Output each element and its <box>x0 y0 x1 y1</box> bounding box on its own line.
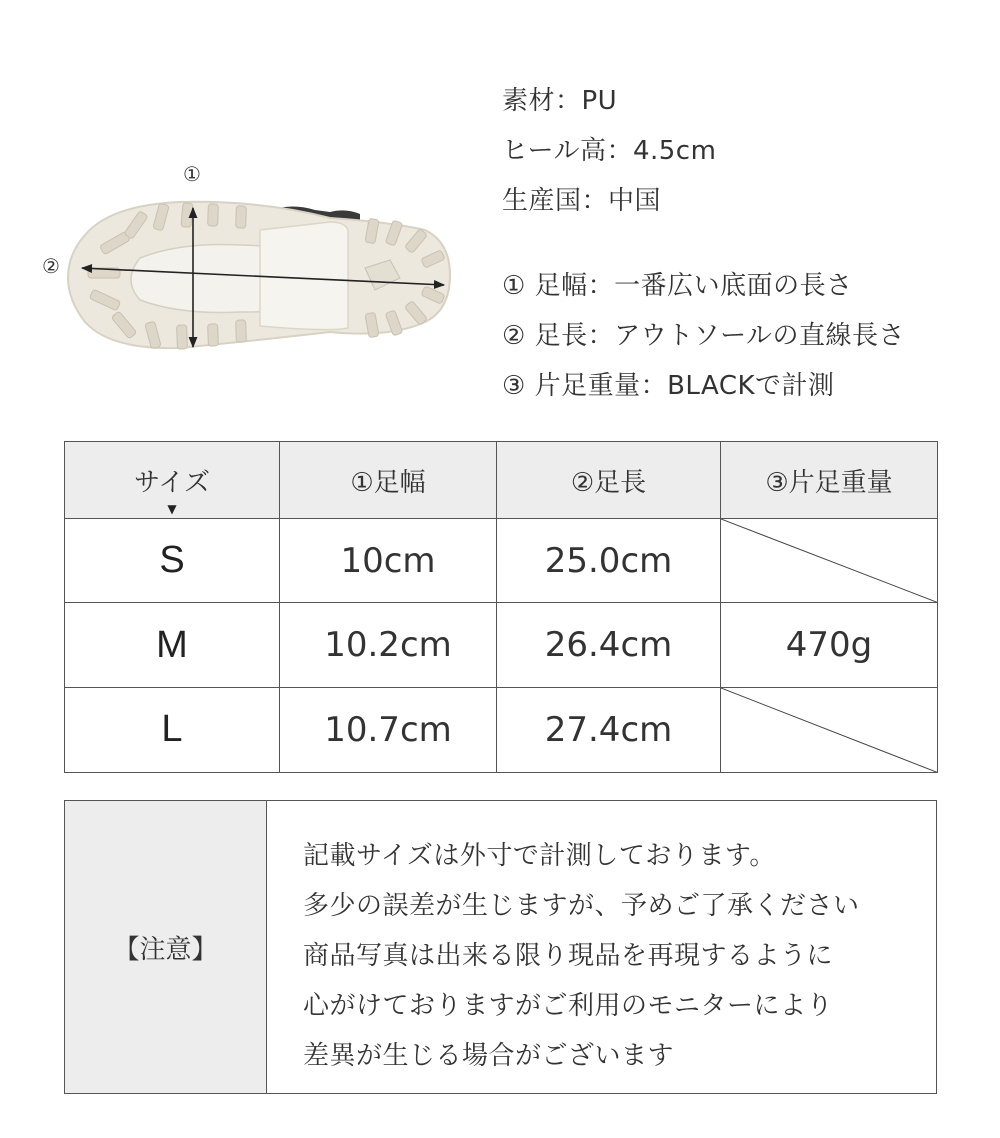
length-cell: 26.4cm <box>497 603 721 687</box>
caution-label: 【注意】 <box>65 801 267 1093</box>
size-cell: L <box>65 687 280 772</box>
diagonal-slash <box>721 519 937 602</box>
length-marker-label: ② <box>42 254 60 278</box>
material-spec: 素材：PU <box>502 86 618 116</box>
size-cell: S <box>65 519 280 603</box>
size-cell: M <box>65 603 280 687</box>
table-header-row <box>65 442 938 519</box>
origin-spec: 生産国：中国 <box>502 186 662 216</box>
length-cell: 27.4cm <box>497 687 721 772</box>
size-table <box>64 441 938 773</box>
table-row <box>65 603 938 687</box>
shoe-sole-image <box>30 150 470 370</box>
caution-text <box>267 801 936 1093</box>
width-cell: 10.7cm <box>280 687 497 772</box>
width-column-header: ①足幅 <box>280 442 497 519</box>
size-header-label: サイズ <box>134 467 210 498</box>
table-row <box>65 687 938 772</box>
weight-cell: 470g <box>721 603 938 687</box>
caution-line: 差異が生じる場合がございます <box>303 1041 675 1071</box>
weight-definition-note: ③ 片足重量：BLACKで計測 <box>502 371 835 401</box>
width-definition-note: ① 足幅：一番広い底面の長さ <box>502 271 853 301</box>
caution-box <box>64 800 937 1094</box>
weight-cell-empty <box>721 687 938 772</box>
sort-down-icon[interactable]: ▼ <box>167 502 177 517</box>
length-definition-note: ② 足長：アウトソールの直線長さ <box>502 321 906 351</box>
weight-cell-empty <box>721 519 938 603</box>
width-marker-label: ① <box>183 162 201 186</box>
size-column-header[interactable] <box>65 442 280 519</box>
diagonal-slash <box>721 688 937 772</box>
width-cell: 10.2cm <box>280 603 497 687</box>
caution-line: 心がけておりますがご利用のモニターにより <box>303 991 834 1021</box>
width-cell: 10cm <box>280 519 497 603</box>
heel-height-spec: ヒール高：4.5cm <box>502 136 717 166</box>
table-row <box>65 519 938 603</box>
weight-column-header: ③片足重量 <box>721 442 938 519</box>
caution-line: 商品写真は出来る限り現品を再現するように <box>303 941 834 971</box>
caution-line: 多少の誤差が生じますが、予めご了承ください <box>303 891 860 921</box>
caution-line: 記載サイズは外寸で計測しております。 <box>303 841 776 871</box>
length-column-header: ②足長 <box>497 442 721 519</box>
length-cell: 25.0cm <box>497 519 721 603</box>
